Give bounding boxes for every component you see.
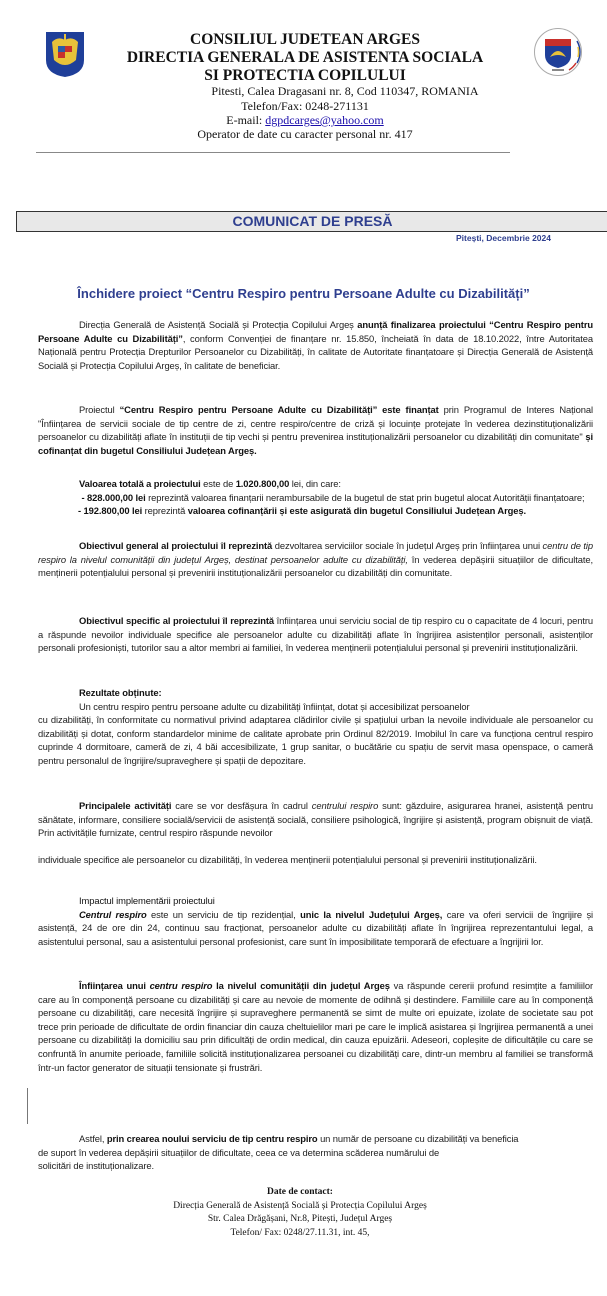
bold-text: “Centru Respiro pentru Persoane Adulte cu Dizabilități” este finanțat bbox=[119, 404, 439, 415]
total-value: 1.020.800,00 bbox=[235, 478, 290, 489]
margin-change-bar bbox=[27, 1088, 28, 1124]
section-heading: Rezultate obținute: bbox=[79, 687, 162, 698]
paragraph-community-impact bbox=[38, 979, 593, 1074]
text: în vederea depășirii situațiilor de dificultate, menținerii potențialului personal și prevenirii instituționalizării persoanelor cu dizabilități din comunitate. bbox=[38, 553, 593, 579]
text: Astfel, bbox=[79, 1133, 107, 1144]
header-email-label: E-mail: bbox=[226, 113, 263, 127]
header-phone-value: 0248-271131 bbox=[305, 99, 369, 113]
text: solicitări de instituționalizare. bbox=[38, 1160, 155, 1172]
italic-text: centrului respiro bbox=[311, 800, 379, 811]
text: înființarea unui serviciu social de tip respiro cu o capacitate de 4 locuri, pentru a răspunde nevoilor individuale specifice ale persoanelor adulte cu dizabilități aflate în îngrijirea asistenților personali, asistenților personali profesioniști, tutorilor sau a altor membri ai familiei, în vederea menținerii potențialului personal și prevenirii instituționalizării. bbox=[38, 615, 594, 654]
document-title: Închidere proiect “Centru Respiro pentru Persoane Adulte cu Dizabilități” bbox=[77, 286, 530, 301]
text: sunt: găzduire, asigurarea hranei, asistență pentru sănătate, informare, consiliere socială/servicii de asistență socială, consiliere psihologică, îngrijire și asistență, program obișnuit de viață. Prin activitățile furnizate, centrul respiro răspunde nevoilor bbox=[38, 800, 593, 839]
bold-text: valoarea cofinanțării și este asigurată din bugetul Consiliului Județean Argeș. bbox=[187, 505, 526, 517]
text: reprezintă bbox=[142, 505, 188, 517]
contact-address: Str. Calea Drăgășani, Nr.8, Pitești, Județul Argeș bbox=[207, 1214, 393, 1224]
press-release-banner bbox=[16, 211, 607, 232]
header-email bbox=[100, 113, 510, 128]
bold-text: și cofinanțat din bugetul Consiliului Județean Argeș. bbox=[38, 431, 593, 456]
romania-coat-of-arms-logo bbox=[44, 30, 86, 78]
text: Direcția Generală de Asistență Socială și Protecția Copilului Argeș bbox=[79, 319, 358, 330]
bold-text: unic la nivelul Județului Argeș, bbox=[300, 908, 443, 920]
text: , conform Convenției de finanțare nr. 15.850, încheiată în data de 18.10.2022, între Autoritatea Națională pentru Protecția Drepturilor Persoanelor cu Dizabilități, în calitate de Autoritate finanțatoare și Direcția Generală de Asistență Socială și Protecția Copilului Argeș, în calitate de beneficiar. bbox=[38, 332, 594, 371]
dgaspc-emblem-logo bbox=[533, 27, 583, 77]
email-link[interactable]: dgpdcarges@yahoo.com bbox=[265, 113, 384, 127]
text: cu dizabilități, în conformitate cu normativul privind adaptarea clădirilor civile și spațiului urban la nevoile individuale ale persoanelor cu dizabilități și dotat, conform standardelor minime de calitate aprobate prin Ordinul 82/2019. Imobilul în care va funcționa centrul respiro cuprinde 4 dormitoare, cameră de zi, 4 băi accesibilizate, 1 grup sanitar, o bucătărie cu spațiu de servit masa openspace, o cameră pentru personalul de îngrijire/supraveghere și spații de depozitare. bbox=[38, 714, 593, 766]
text: de suport în vederea depășirii situațiilor de dificultate, ceea ce va determina scăderea numărului de bbox=[38, 1146, 440, 1158]
total-value-label: Valoarea totală a proiectului bbox=[79, 478, 201, 489]
text: este de bbox=[200, 478, 236, 489]
bold-text: Înființarea unui bbox=[79, 980, 150, 991]
paragraph-general-objective bbox=[38, 539, 593, 580]
text: un număr de persoane cu dizabilități va beneficia bbox=[317, 1133, 519, 1144]
paragraph-financing bbox=[38, 403, 593, 457]
contact-organization: Direcția Generală de Asistență Socială și Protecția Copilului Argeș bbox=[173, 1200, 427, 1211]
bold-italic-text: Centrul respiro bbox=[79, 908, 147, 920]
press-release-title: COMUNICAT DE PRESĂ bbox=[232, 213, 393, 229]
header-divider bbox=[36, 152, 510, 153]
contact-heading: Date de contact: bbox=[267, 1187, 333, 1197]
paragraph-specific-objective bbox=[38, 614, 593, 655]
paragraph-impact bbox=[38, 894, 593, 948]
bold-text: Principalele activități bbox=[79, 800, 172, 811]
paragraph-conclusion bbox=[38, 1132, 593, 1173]
header-address: Pitesti, Calea Dragasani nr. 8, Cod 110347, ROMANIA bbox=[211, 84, 479, 98]
text: prin Programul de Interes Național "Înființarea de servicii sociale de tip centre de zi, centre respiro/centre de criză și locuințe protejate în vederea dezinstituționalizării persoanelor cu dizabilități aflate în instituții de tip vechi și pentru prevenirea instituționalizării persoanelor cu dizabilități din comunitate" bbox=[38, 404, 593, 443]
bold-text: prin crearea noului serviciu de tip centru respiro bbox=[106, 1133, 318, 1144]
italic-text: centru de tip respiro la nivelul comunității din județul Argeș, destinat persoanelor adulte cu dizabilități, bbox=[38, 540, 593, 565]
bold-text: Obiectivul general al proiectului îl reprezintă bbox=[79, 540, 273, 551]
text: este un serviciu de tip rezidențial, bbox=[146, 908, 301, 920]
text: reprezintă valoarea finanțarii nerambursabile de la bugetul de stat prin bugetul alocat Autorității finanțatoare; bbox=[145, 491, 585, 503]
header-phone bbox=[100, 99, 510, 114]
bold-text: Obiectivul specific al proiectului îl reprezintă bbox=[79, 615, 275, 626]
header-directorate-name: DIRECTIA GENERALA DE ASISTENTA SOCIALA bbox=[126, 49, 484, 66]
text: dezvoltarea serviciilor sociale în județul Argeș prin înființarea unui bbox=[272, 540, 543, 551]
paragraph-activities-cont bbox=[38, 853, 593, 867]
paragraph-activities bbox=[38, 799, 593, 840]
bold-text: anunță finalizarea proiectului “Centru Respiro pentru Persoane Adulte cu Dizabilități” bbox=[38, 319, 593, 344]
contact-block bbox=[100, 1186, 500, 1240]
paragraph-results bbox=[38, 686, 593, 768]
cofinancing-value: - 192.800,00 lei bbox=[78, 505, 143, 517]
text: va răspunde cererii profund resimțite a familiilor care au în componență persoane cu dizabilități și care au nevoie de momente de odihnă și destindere. Familiile care au în componență persoane cu dizabilități, care necesită îngrijire și supraveghere permanentă se simt de multe ori epuizate, izolate de societate sau pot trece prin perioade de dificultate de ordin financiar din cauza cheltuielilor mari pe care le implică asistarea și îngrijirea permanentă a unei persoane cu dizabilități la domiciliu sau prin dificultăți de ordin medical, din cauza epuizării. Adeseori, copleșite de dificultățile cu care se confruntă în anumite perioade, familiile solicită instituționalizarea persoanei cu dizabilități care, dintr-un membru al familiei se transformă într-un factor generator de situații tensionate și frustrări. bbox=[38, 980, 593, 1073]
paragraph-budget bbox=[38, 477, 593, 518]
grant-value: - 828.000,00 lei bbox=[79, 491, 146, 503]
header-operator: Operator de date cu caracter personal nr. 417 bbox=[197, 127, 413, 141]
text: Un centru respiro pentru persoane adulte cu dizabilități înființat, dotat și accesibilizat persoanelor bbox=[79, 700, 470, 712]
contact-phone: Telefon/ Fax: 0248/27.11.31, int. 45, bbox=[230, 1227, 370, 1238]
bold-italic-text: centru respiro bbox=[149, 980, 213, 991]
header-council-name: CONSILIUL JUDETEAN ARGES bbox=[190, 31, 420, 48]
release-date: Pitești, Decembrie 2024 bbox=[456, 233, 551, 243]
text: care se vor desfășura în cadrul bbox=[171, 800, 312, 811]
paragraph-announcement bbox=[38, 318, 593, 372]
bold-text: la nivelul comunității din județul Argeș bbox=[212, 980, 390, 991]
text: lei, din care: bbox=[289, 478, 341, 489]
text: individuale specifice ale persoanelor cu dizabilități, în vederea menținerii potențialului personal și prevenirii instituționalizării. bbox=[38, 854, 537, 865]
header-phone-label: Telefon/Fax: bbox=[241, 99, 303, 113]
text: care va oferi servicii de îngrijire și asistență, 24 de ore din 24, continuu sau fracționat, persoanelor adulte cu dizabilități aflate în îngrijirea reprezentantului legal, a asistentului personal, sau a asistentului personal profesionist, care sunt în imposibilitate temporară de efectuare a îngrijirii lor. bbox=[38, 908, 594, 947]
text: Proiectul bbox=[79, 404, 120, 415]
header-directorate-name-2: SI PROTECTIA COPILULUI bbox=[204, 67, 406, 84]
section-heading: Impactul implementării proiectului bbox=[79, 895, 215, 906]
